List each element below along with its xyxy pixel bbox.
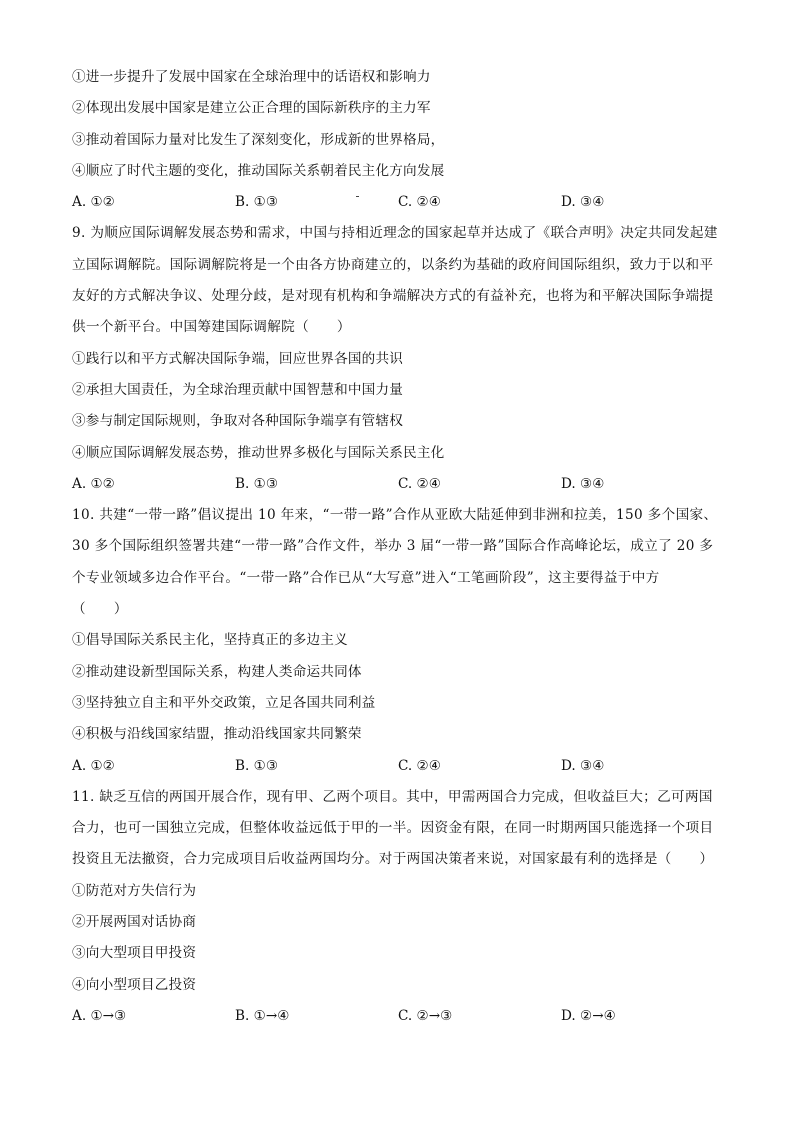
q8-options: [72, 187, 732, 218]
q8-option-b[interactable]: B. ①③: [235, 194, 279, 211]
q9-statement-1: ①践行以和平方式解决国际争端，回应世界各国的共识: [72, 350, 404, 367]
q10-option-a[interactable]: A. ①②: [72, 757, 115, 774]
q9-stem-line-3: 友好的方式解决争议、处理分歧，是对现有机构和争端解决方式的有益补充，也将为和平解决国际争端提: [72, 288, 714, 305]
q8-statement-2: ②体现出发展中国家是建立公正合理的国际新秩序的主力军: [72, 100, 431, 117]
q11-stem-line-3: 投资且无法撤资，合力完成项目后收益两国均分。对于两国决策者来说，对国家最有利的选择是（ ）: [72, 851, 714, 868]
q11-statement-1: ①防范对方失信行为: [72, 882, 197, 899]
q10-stem-line-3: 个专业领域多边合作平台。“一带一路”合作已从“大写意”进入“工笔画阶段”，这主要得益于中方: [72, 569, 660, 586]
exam-page: [72, 62, 732, 1032]
q11-statement-4: ④向小型项目乙投资: [72, 976, 197, 993]
q10-option-c[interactable]: C. ②④: [398, 757, 441, 774]
q11-stem-line-1: 11. 缺乏互信的两国开展合作，现有甲、乙两个项目。其中，甲需两国合力完成，但收益巨大；乙可两国: [72, 788, 713, 805]
question-8-block: [72, 62, 732, 218]
q10-stem-line-1: 10. 共建“一带一路”倡议提出 10 年来，“一带一路”合作从亚欧大陆延伸到非洲和拉美，150 多个国家、: [72, 507, 718, 524]
q8-option-c[interactable]: C. ②④: [398, 194, 441, 211]
q10-statement-1: ①倡导国际关系民主化，坚持真正的多边主义: [72, 632, 348, 649]
q11-option-c[interactable]: C. ②→③: [398, 1007, 453, 1024]
q8-statement-1: ①进一步提升了发展中国家在全球治理中的话语权和影响力: [72, 69, 431, 85]
q8-option-a[interactable]: A. ①②: [72, 194, 115, 211]
q9-option-d[interactable]: D. ③④: [561, 475, 605, 492]
question-10-block: [72, 500, 732, 782]
q11-options: [72, 1001, 732, 1032]
q9-stem-line-1: 9. 为顺应国际调解发展态势和需求，中国与持相近理念的国家起草并达成了《联合声明》决定共同发起建: [72, 225, 718, 242]
q9-stem-line-4: 供一个新平台。中国筹建国际调解院（ ）: [72, 319, 351, 336]
q10-stem-line-2: 30 多个国际组织签署共建“一带一路”合作文件，举办 3 届“一带一路”国际合作高峰论坛，成立了 20 多: [72, 538, 714, 555]
q9-option-a[interactable]: A. ①②: [72, 475, 115, 492]
question-9-block: [72, 218, 732, 500]
q11-option-d[interactable]: D. ②→④: [561, 1007, 616, 1024]
q11-statement-3: ③向大型项目甲投资: [72, 945, 197, 962]
q9-statement-2: ②承担大国责任，为全球治理贡献中国智慧和中国力量: [72, 381, 404, 398]
q11-stem-line-2: 合力，也可一国独立完成，但整体收益远低于甲的一半。因资金有限，在同一时期两国只能选择一个项目: [72, 820, 714, 837]
question-11-block: [72, 782, 732, 1032]
q11-statement-2: ②开展两国对话协商: [72, 914, 197, 931]
q10-stem-line-4: （ ）: [72, 601, 128, 618]
q9-stem-line-2: 立国际调解院。国际调解院将是一个由各方协商建立的，以条约为基础的政府间国际组织，致力于以和平: [72, 256, 714, 273]
q10-statement-4: ④积极与沿线国家结盟，推动沿线国家共同繁荣: [72, 726, 362, 743]
q11-option-a[interactable]: A. ①→③: [72, 1007, 127, 1024]
q10-option-d[interactable]: D. ③④: [561, 757, 605, 774]
q8-statement-3: ③推动着国际力量对比发生了深刻变化，形成新的世界格局，: [72, 131, 445, 148]
q10-options: [72, 751, 732, 782]
q9-options: [72, 469, 732, 500]
q9-statement-4: ④顺应国际调解发展态势，推动世界多极化与国际关系民主化: [72, 444, 445, 461]
q8-statement-4: ④顺应了时代主题的变化，推动国际关系朝着民主化方向发展: [72, 162, 445, 179]
q10-statement-2: ②推动建设新型国际关系，构建人类命运共同体: [72, 663, 362, 680]
q9-option-b[interactable]: B. ①③: [235, 475, 279, 492]
q10-statement-3: ③坚持独立自主和平外交政策，立足各国共同利益: [72, 694, 376, 711]
q8-option-d[interactable]: D. ③④: [561, 194, 605, 211]
q9-statement-3: ③参与制定国际规则，争取对各种国际争端享有管辖权: [72, 413, 404, 430]
q9-option-c[interactable]: C. ②④: [398, 475, 441, 492]
q10-option-b[interactable]: B. ①③: [235, 757, 279, 774]
q11-option-b[interactable]: B. ①→④: [235, 1007, 290, 1024]
